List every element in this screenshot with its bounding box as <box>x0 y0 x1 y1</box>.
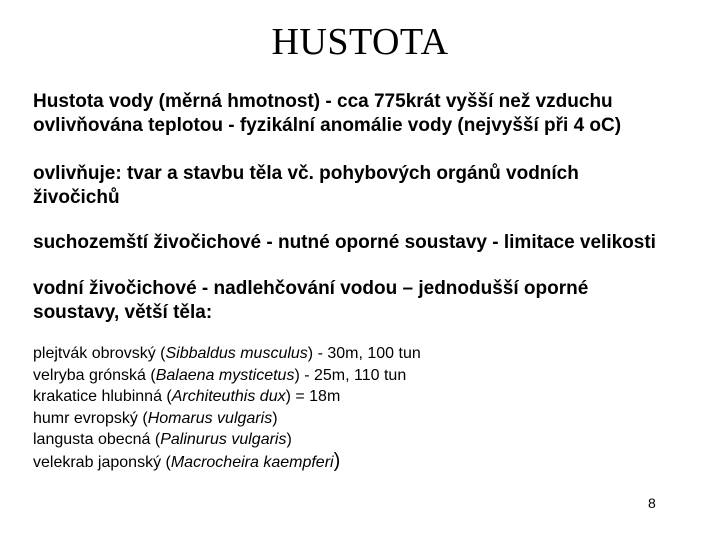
species-common-name: langusta obecná ( <box>33 431 161 448</box>
paragraph-density <box>33 90 703 138</box>
species-latin-name: Homarus vulgaris <box>147 409 273 427</box>
paragraph-line: Hustota vody (měrná hmotnost) - cca 775krát vyšší než vzduchu <box>33 91 613 112</box>
species-item <box>33 365 633 387</box>
species-detail: ) <box>333 449 341 472</box>
species-item <box>33 451 633 474</box>
species-item <box>33 408 633 430</box>
species-latin-name: Architeuthis dux <box>171 388 286 405</box>
paragraph-line: suchozemští živočichové - nutné oporné soustavy - limitace velikosti <box>33 232 656 253</box>
species-detail: ) = 18m <box>285 388 341 405</box>
species-common-name: krakatice hlubinná ( <box>33 388 172 405</box>
paragraph-line: živočichů <box>33 187 120 208</box>
paragraph-aquatic <box>33 277 703 325</box>
species-detail: ) <box>286 431 292 448</box>
species-detail: ) <box>272 409 278 427</box>
species-latin-name: Sibbaldus musculus <box>165 345 308 362</box>
species-item <box>33 386 633 408</box>
species-item <box>33 429 633 451</box>
paragraph-terrestrial <box>33 231 703 255</box>
paragraph-line: ovlivňuje: tvar a stavbu těla vč. pohybových orgánů vodních <box>33 163 579 184</box>
paragraph-influence <box>33 162 703 210</box>
species-detail: ) - 25m, 110 tun <box>294 366 407 384</box>
paragraph-line: vodní živočichové - nadlehčování vodou – jednodušší oporné <box>33 278 589 299</box>
species-common-name: humr evropský ( <box>33 409 148 427</box>
species-common-name: plejtvák obrovský ( <box>33 345 166 362</box>
species-common-name: velekrab japonský ( <box>33 453 171 471</box>
species-latin-name: Palinurus vulgaris <box>160 431 287 448</box>
page-number: 8 <box>648 495 656 511</box>
paragraph-line: ovlivňována teplotou - fyzikální anomálie vody (nejvyšší při 4 oC) <box>33 115 622 136</box>
slide-title: HUSTOTA <box>271 21 449 63</box>
species-common-name: velryba grónská ( <box>33 366 156 384</box>
species-detail: ) - 30m, 100 tun <box>307 345 421 362</box>
species-list <box>33 343 633 473</box>
paragraph-line: soustavy, větší těla: <box>33 302 213 323</box>
species-item <box>33 343 633 365</box>
species-latin-name: Macrocheira kaempferi <box>170 453 334 471</box>
species-latin-name: Balaena mysticetus <box>155 366 295 384</box>
